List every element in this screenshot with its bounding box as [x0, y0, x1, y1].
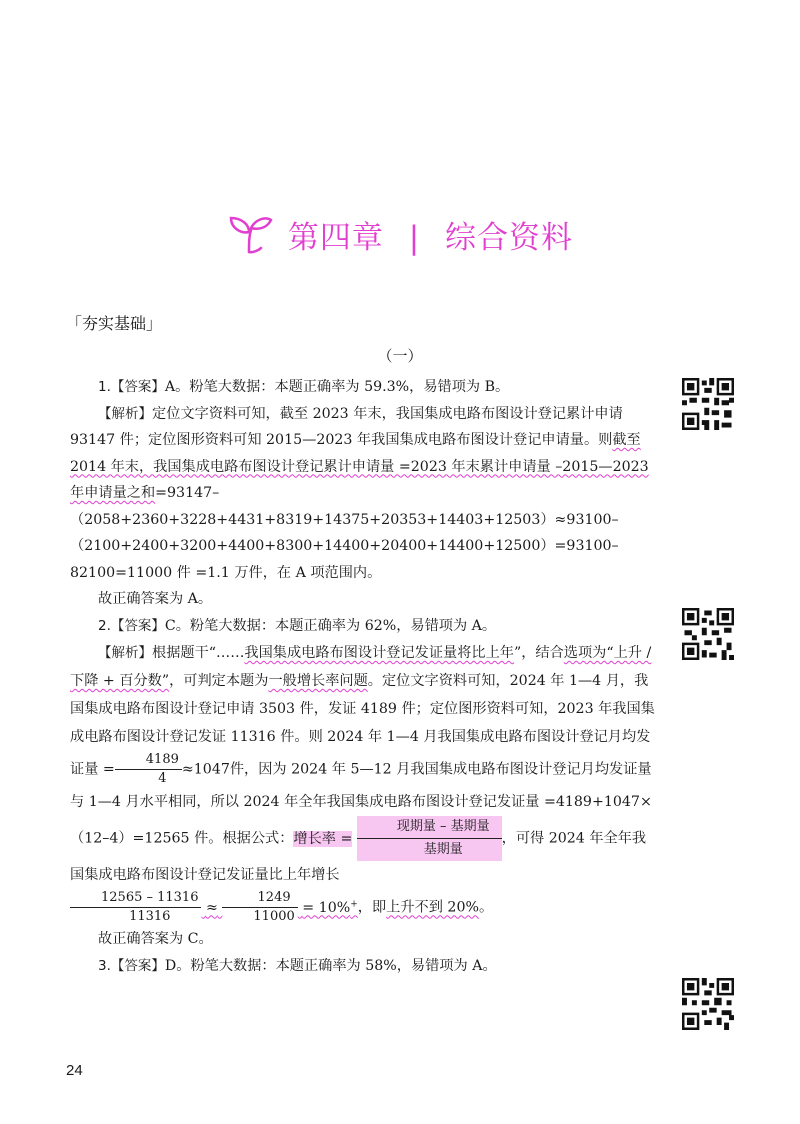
q3-answer: 3.【答案】D。粉笔大数据：本题正确率为 58%，易错项为 A。 [98, 957, 497, 974]
qr-code-icon[interactable] [682, 608, 734, 660]
chapter-separator: | [408, 220, 421, 256]
fraction-growth-formula: $\frac{\text{现期量 – 基期量}}{\text{基期量}}$ [357, 816, 502, 861]
chapter-number: 第四章 [287, 220, 384, 256]
section-title-text: 夯实基础 [82, 314, 147, 333]
fraction-monthly: $\frac{4189}{4}$ [115, 751, 182, 788]
q2-conclusion: 故正确答案为 C。 [98, 931, 213, 947]
chapter-title: 综合资料 [445, 220, 574, 256]
q1-conclusion: 故正确答案为 A。 [98, 591, 213, 607]
bracket-open: 「 [66, 314, 83, 333]
q2-analysis: 【解析】根据题干“……我国集成电路布图设计登记发证量将比上年”，结合选项为“上升 / 下降 + 百分数”，可判定本题为一般增长率问题。定位文字资料可知，2024 年 1—4 月，我国集成电路布图设计登记申请 3503 件，发证 4189 件；定位图形资料可知，2023 年我国集成电路布图设计登记发证 11316 件。则 2024 年 1—4 月我国集成电路布图设计登记月均发证量 = $\frac{4189}{4}$ ≈1047件，因为 2024 年 5—12 月我国集成电路布图设计登记月均发证量与 1—4 月水平相同，所以 2024 年全年我国集成电路布图设计登记发证量 =4189+1047×（12–4）=12565 件。根据公式：增长率 = $\frac{\text{现期量 – 基期量}}{\text{基期量}}$ ，可得 2024 年全年我国集成电路布图设计登记发证量比上年增长 $\frac{12565 - 11316}{11316}$ ≈ $\frac{1249}{11000}$ = 10%+，即上升不到 20%。 [70, 645, 655, 924]
section-title [66, 311, 162, 334]
q2-answer: 2.【答案】C。粉笔大数据：本题正确率为 62%，易错项为 A。 [98, 617, 497, 634]
q1-analysis: 【解析】定位文字资料可知，截至 2023 年末，我国集成电路布图设计登记累计申请 93147 件；定位图形资料可知 2015—2023 年我国集成电路布图设计登记申请量。则截至 2014 年末，我国集成电路布图设计登记累计申请量 =2023 年末累计申请量 –2015—2023 年申请量之和=93147–（2058+2360+3228+4431+8319+14375+20353+14403+12503）≈93100–（2100+2400+3200+4400+8300+14400+20400+14400+12500）=93100–82100=11000 件 =1.1 万件，在 A 项范围内。 [70, 405, 649, 581]
q1-answer: 1.【答案】A。粉笔大数据：本题正确率为 59.3%，易错项为 B。 [98, 379, 510, 395]
qr-code-icon[interactable] [682, 378, 734, 430]
qr-code-icon[interactable] [682, 978, 734, 1030]
answer-content [70, 374, 655, 979]
growth-calculation: $\frac{12565 - 11316}{11316}$ ≈ $\frac{1249}{11000}$ = 10%+ [70, 900, 358, 916]
sprout-icon [227, 214, 273, 254]
page-number: 24 [66, 1062, 83, 1079]
chapter-heading [0, 212, 800, 257]
bracket-close: 」 [146, 314, 163, 333]
subsection-title: （一） [377, 347, 423, 365]
